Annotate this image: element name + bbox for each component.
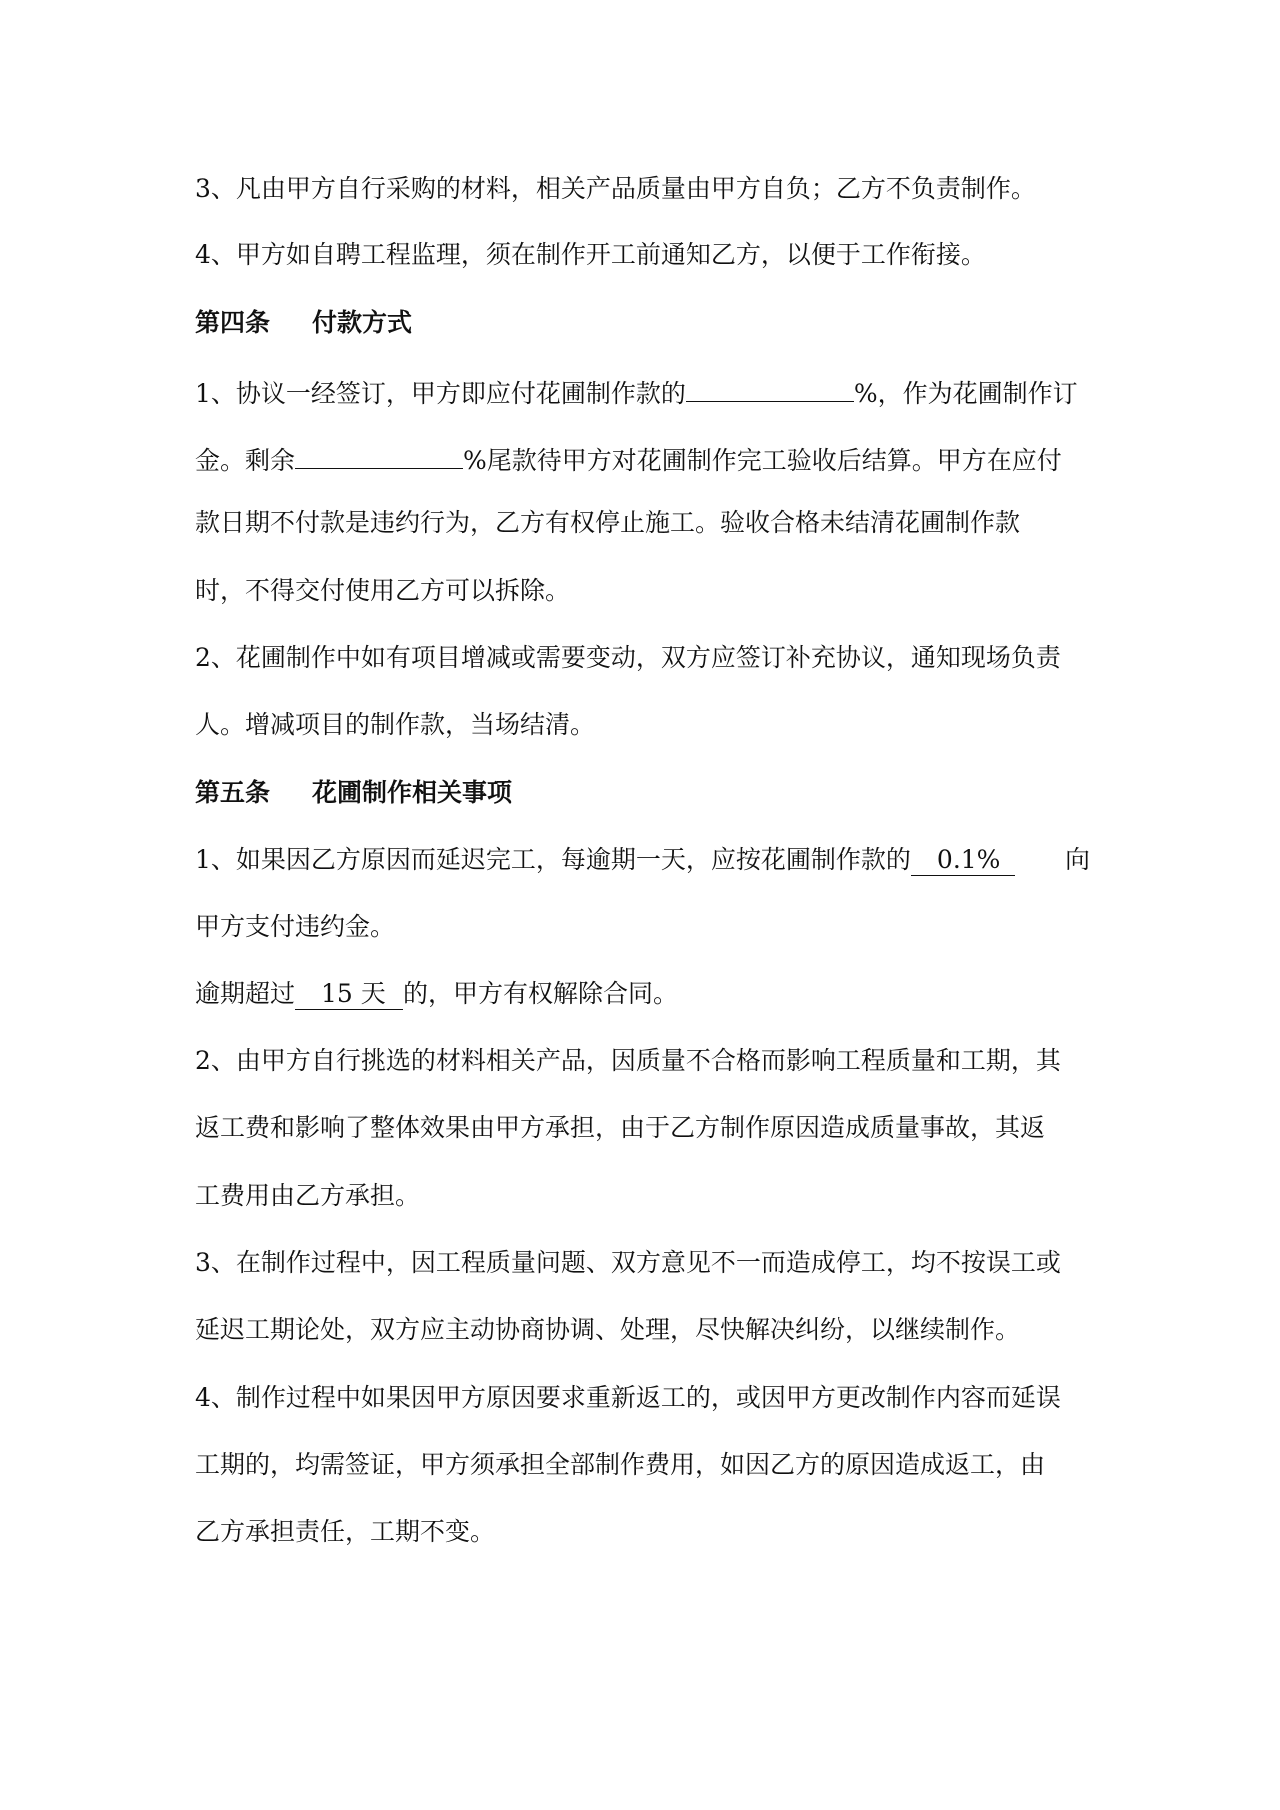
article-5-p4-line3: 乙方承担责任，工期不变。 xyxy=(195,1517,496,1546)
article-4-number: 第四条 xyxy=(195,308,271,337)
article-4-title: 付款方式 xyxy=(312,308,413,337)
article-5-number: 第五条 xyxy=(195,778,271,807)
overdue-days-field: 15 天 xyxy=(295,979,403,1010)
article-4-p1-line2: 金。剩余 %尾款待甲方对花圃制作完工验收后结算。甲方在应付 xyxy=(195,440,1062,478)
penalty-rate-field: 0.1% xyxy=(911,845,1015,876)
article-5-p4-line2: 工期的，均需签证，甲方须承担全部制作费用，如因乙方的原因造成返工，由 xyxy=(195,1450,1046,1479)
article-4-heading xyxy=(195,306,412,340)
article-5-p2-line3: 工费用由乙方承担。 xyxy=(195,1181,421,1210)
article-5-p3-line2: 延迟工期论处，双方应主动协商协调、处理，尽快解决纠纷，以继续制作。 xyxy=(195,1315,1021,1344)
balance-percent-blank[interactable] xyxy=(295,440,463,469)
article-5-p2-line1: 2、由甲方自行挑选的材料相关产品，因质量不合格而影响工程质量和工期，其 xyxy=(195,1046,1061,1075)
article-5-p2-line2: 返工费和影响了整体效果由甲方承担，由于乙方制作原因造成质量事故，其返 xyxy=(195,1113,1046,1142)
article-5-p3-line1: 3、在制作过程中，因工程质量问题、双方意见不一而造成停工，均不按误工或 xyxy=(195,1248,1061,1277)
article-5-heading xyxy=(195,776,512,810)
deposit-percent-blank[interactable] xyxy=(686,373,854,402)
article-5-p1-line2: 甲方支付违约金。 xyxy=(195,912,396,941)
article-5-p1-line1: 1、如果因乙方原因而延迟完工，每逾期一天，应按花圃制作款的 0.1% 向 xyxy=(195,845,1090,874)
article-4-p1-line1: 1、协议一经签订，甲方即应付花圃制作款的 %，作为花圃制作订 xyxy=(195,373,1078,411)
clause-3-4: 4、甲方如自聘工程监理，须在制作开工前通知乙方，以便于工作衔接。 xyxy=(195,240,986,269)
article-5-title: 花圃制作相关事项 xyxy=(312,778,513,807)
article-4-p2-line1: 2、花圃制作中如有项目增减或需要变动，双方应签订补充协议，通知现场负责 xyxy=(195,643,1061,672)
article-4-p2-line2: 人。增减项目的制作款，当场结清。 xyxy=(195,710,596,739)
article-4-p1-line3: 款日期不付款是违约行为，乙方有权停止施工。验收合格未结清花圃制作款 xyxy=(195,508,1021,537)
article-4-p1-line4: 时，不得交付使用乙方可以拆除。 xyxy=(195,576,571,605)
clause-3-3: 3、凡由甲方自行采购的材料，相关产品质量由甲方自负；乙方不负责制作。 xyxy=(195,174,1036,203)
article-5-p4-line1: 4、制作过程中如果因甲方原因要求重新返工的，或因甲方更改制作内容而延误 xyxy=(195,1383,1061,1412)
article-5-p1-line3: 逾期超过 15 天 的，甲方有权解除合同。 xyxy=(195,979,679,1008)
